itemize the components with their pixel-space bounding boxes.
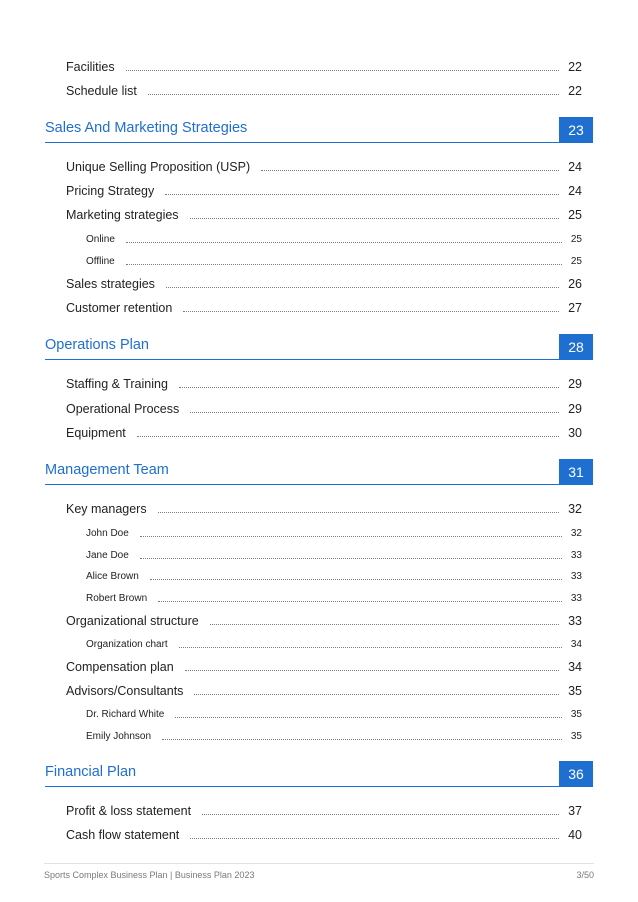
toc-entry-label: Jane Doe — [86, 550, 129, 561]
toc-entry-marketing-strategies[interactable] — [66, 206, 582, 222]
toc-entry-equipment[interactable] — [66, 424, 582, 440]
dot-leader — [190, 217, 560, 219]
toc-entry-key-managers[interactable] — [66, 500, 582, 516]
toc-entry-label: Schedule list — [66, 84, 137, 98]
toc-entry-page: 22 — [568, 60, 582, 74]
toc-entry-organizational-structure[interactable] — [66, 612, 582, 628]
toc-entry-online[interactable] — [86, 231, 582, 245]
dot-leader — [148, 93, 559, 95]
toc-entry-page: 34 — [570, 639, 582, 650]
dot-leader — [126, 69, 559, 71]
dot-leader — [162, 738, 562, 740]
toc-entry-label: Customer retention — [66, 301, 173, 315]
toc-entry-schedule-list[interactable] — [66, 82, 582, 98]
toc-entry-label: Sales strategies — [66, 277, 155, 291]
toc-entry-staffing-and-training[interactable] — [66, 375, 582, 391]
dot-leader — [190, 411, 559, 413]
toc-entry-label: Equipment — [66, 426, 126, 440]
toc-entry-label: Organization chart — [86, 639, 168, 650]
toc-entry-page: 29 — [568, 402, 582, 416]
footer-title: Sports Complex Business Plan | Business Plan 2023 — [44, 870, 255, 880]
toc-section-page-badge: 28 — [559, 334, 593, 359]
dot-leader — [137, 435, 559, 437]
dot-leader — [261, 169, 559, 171]
toc-entry-dr-richard-white[interactable] — [86, 706, 582, 720]
toc-entry-pricing-strategy[interactable] — [66, 182, 582, 198]
dot-leader — [150, 578, 562, 580]
toc-entry-label: Facilities — [66, 60, 115, 74]
toc-entry-label: Staffing & Training — [66, 377, 168, 391]
dot-leader — [183, 310, 559, 312]
toc-entry-label: Emily Johnson — [86, 731, 152, 742]
toc-entry-page: 33 — [570, 571, 582, 582]
toc-entry-page: 22 — [568, 84, 582, 98]
toc-entry-page: 35 — [568, 684, 582, 698]
toc-entry-advisors-consultants[interactable] — [66, 682, 582, 698]
toc-entry-offline[interactable] — [86, 253, 582, 267]
toc-entry-page: 35 — [570, 709, 582, 720]
toc-entry-page: 37 — [568, 804, 582, 818]
toc-entry-organization-chart[interactable] — [86, 636, 582, 650]
toc-entry-label: Operational Process — [66, 402, 180, 416]
page-footer — [44, 863, 594, 880]
toc-entry-label: Pricing Strategy — [66, 184, 155, 198]
toc-entry-page: 25 — [568, 208, 582, 222]
toc-section-financial-plan[interactable] — [45, 760, 593, 787]
toc-entry-page: 24 — [568, 160, 582, 174]
dot-leader — [140, 535, 562, 537]
toc-section-page-badge: 23 — [559, 117, 593, 142]
toc-entry-label: Organizational structure — [66, 614, 199, 628]
toc-entry-sales-strategies[interactable] — [66, 275, 582, 291]
toc-entry-cash-flow-statement[interactable] — [66, 826, 582, 842]
toc-entry-page: 24 — [568, 184, 582, 198]
toc-entry-operational-process[interactable] — [66, 400, 582, 416]
toc-entry-label: Profit & loss statement — [66, 804, 192, 818]
toc-entry-unique-selling-proposition-usp[interactable] — [66, 158, 582, 174]
dot-leader — [175, 716, 562, 718]
toc-entry-page: 25 — [570, 234, 582, 245]
dot-leader — [210, 623, 559, 625]
toc-section-sales-and-marketing-strategies[interactable] — [45, 116, 593, 143]
toc-entry-facilities[interactable] — [66, 58, 582, 74]
toc-entry-page: 32 — [568, 502, 582, 516]
toc-entry-label: Cash flow statement — [66, 828, 180, 842]
toc-entry-robert-brown[interactable] — [86, 590, 582, 604]
toc-entry-label: Unique Selling Proposition (USP) — [66, 160, 251, 174]
toc-entry-label: Advisors/Consultants — [66, 684, 184, 698]
dot-leader — [126, 263, 562, 265]
toc-entry-page: 34 — [568, 660, 582, 674]
footer-page-number: 3/50 — [576, 870, 594, 880]
toc-entry-page: 27 — [568, 301, 582, 315]
dot-leader — [179, 646, 562, 648]
dot-leader — [165, 193, 559, 195]
toc-entry-emily-johnson[interactable] — [86, 728, 582, 742]
toc-section-operations-plan[interactable] — [45, 333, 593, 360]
toc-entry-page: 33 — [570, 550, 582, 561]
toc-section-title: Operations Plan — [45, 337, 149, 353]
toc-entry-customer-retention[interactable] — [66, 299, 582, 315]
toc-entry-page: 40 — [568, 828, 582, 842]
toc-entry-label: Key managers — [66, 502, 147, 516]
toc-entry-page: 32 — [570, 528, 582, 539]
dot-leader — [202, 813, 559, 815]
dot-leader — [194, 693, 559, 695]
dot-leader — [140, 557, 562, 559]
toc-entry-page: 33 — [568, 614, 582, 628]
toc-entry-page: 25 — [570, 256, 582, 267]
toc-entry-label: Robert Brown — [86, 593, 148, 604]
toc-entry-jane-doe[interactable] — [86, 547, 582, 561]
toc-entry-john-doe[interactable] — [86, 525, 582, 539]
dot-leader — [179, 386, 559, 388]
dot-leader — [158, 600, 562, 602]
toc-section-page-badge: 31 — [559, 459, 593, 484]
toc-section-management-team[interactable] — [45, 458, 593, 485]
toc-section-page-badge: 36 — [559, 761, 593, 786]
dot-leader — [185, 669, 559, 671]
dot-leader — [190, 837, 559, 839]
dot-leader — [166, 286, 559, 288]
toc-entry-page: 33 — [570, 593, 582, 604]
toc-entry-label: Alice Brown — [86, 571, 139, 582]
toc-entry-page: 26 — [568, 277, 582, 291]
toc-entry-label: Marketing strategies — [66, 208, 179, 222]
toc-entry-compensation-plan[interactable] — [66, 658, 582, 674]
dot-leader — [126, 241, 562, 243]
dot-leader — [158, 511, 559, 513]
toc-entry-label: Online — [86, 234, 115, 245]
toc-section-title: Sales And Marketing Strategies — [45, 120, 248, 136]
toc-section-title: Management Team — [45, 462, 169, 478]
toc-entry-label: Dr. Richard White — [86, 709, 165, 720]
toc-entry-page: 29 — [568, 377, 582, 391]
toc-entry-label: Offline — [86, 256, 115, 267]
toc-entry-profit-and-loss-statement[interactable] — [66, 802, 582, 818]
toc-entry-alice-brown[interactable] — [86, 568, 582, 582]
toc-section-title: Financial Plan — [45, 764, 137, 780]
toc-entry-page: 30 — [568, 426, 582, 440]
toc-entry-label: Compensation plan — [66, 660, 174, 674]
toc-entry-page: 35 — [570, 731, 582, 742]
toc-entry-label: John Doe — [86, 528, 129, 539]
